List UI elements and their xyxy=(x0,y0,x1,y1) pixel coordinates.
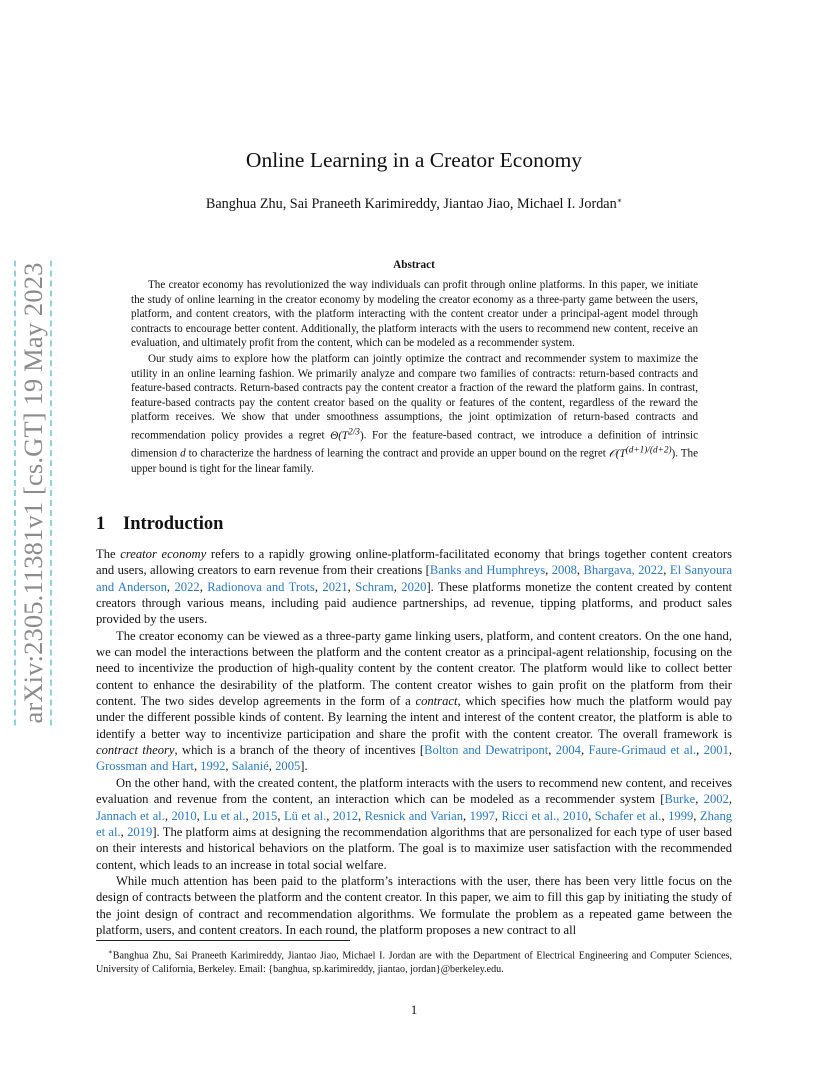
author-list xyxy=(96,191,732,214)
text: , xyxy=(225,759,232,774)
citation-link[interactable]: 2012 xyxy=(332,808,359,823)
text: , xyxy=(199,579,208,594)
citation-link[interactable]: Radionova and Trots xyxy=(207,579,315,594)
citation-link[interactable]: Faure-Grimaud et al. xyxy=(588,743,697,758)
citation-link[interactable]: Jannach et al. xyxy=(96,808,165,823)
citation-link[interactable]: Schafer et al. xyxy=(594,808,662,823)
text: , xyxy=(393,579,402,594)
text: , xyxy=(347,579,356,594)
citation-link[interactable]: Ricci et al., 2010 xyxy=(501,808,589,823)
citation-link[interactable]: 2005 xyxy=(275,759,301,774)
emphasis: contract xyxy=(415,694,458,709)
citation-link[interactable]: 2001 xyxy=(703,743,729,758)
text: , xyxy=(548,743,556,758)
math: ) xyxy=(359,429,364,442)
section-title: Introduction xyxy=(123,514,224,534)
text: , xyxy=(277,808,284,823)
abstract-paragraph-1: The creator economy has revolutionized the way individuals can profit through online platforms. In this paper, we initiate the study of online learning in the creator economy by modeling the creator economy as a three-party game between the users, platform, and content creators, with the platform interacting with the content creator under a principal-agent model through contracts to encourage better content. Additionally, the platform interacts with the users to recommend new content, receive an evaluation, and ultimately profit from the content, which can be modeled as a recommender system. xyxy=(131,279,698,350)
citation-link[interactable]: Lü et al. xyxy=(283,808,327,823)
citation-link[interactable]: Bhargava, 2022 xyxy=(583,563,664,578)
intro-paragraph-1 xyxy=(96,546,732,628)
citation-link[interactable]: Lu et al. xyxy=(203,808,246,823)
citation-link[interactable]: 2019 xyxy=(127,824,153,839)
text: , xyxy=(193,759,201,774)
text: , xyxy=(196,808,204,823)
text: , xyxy=(580,743,589,758)
text: ]. These platforms monetize the content created by content creators through various means, including paid audience partnerships, ad revenue, tipping platforms, and product sales provided by the users. xyxy=(96,579,733,627)
citation-link[interactable]: 2020 xyxy=(401,579,427,594)
text: The xyxy=(96,547,121,561)
abstract xyxy=(131,278,698,476)
text: , xyxy=(661,808,669,823)
page-number: 1 xyxy=(410,1003,418,1017)
author-footnote-mark: ∗ xyxy=(616,196,623,205)
footnote-mark: ∗ xyxy=(108,948,113,956)
text: The creator economy can be viewed as a three-party game linking users, platform, and content creators. On the one hand, we can model the interactions between the platform and the content creator as a principal-agent relationship, focusing on the need to incentivize the production of high-quality content by the content creator. The platform would like to collect better content to enhance the desirability of the platform. The content creator wishes to gain profit on the platform from their content. The two sides develop agreements in the form of a xyxy=(96,628,732,709)
text: , xyxy=(463,808,470,823)
citation-link[interactable]: 2010 xyxy=(171,808,197,823)
text: ]. xyxy=(300,759,308,774)
intro-paragraph-4: While much attention has been paid to the platform’s interactions with the user, there has been very little focus on the design of contracts between the platform and the content creator. In this paper, we aim to fill this gap by initiating the study of the joint design of contract and recommendation algorithms. We formulate the problem as a repeated game between the platform, users, and content creators. In each round, the platform proposes a new contract to all xyxy=(96,873,732,937)
text: On the other hand, with the created content, the platform interacts with the users to recommend new content, and receives evaluation and revenue from the content, an interaction which can be modeled as a recommender system [ xyxy=(96,775,732,807)
math: ) xyxy=(671,447,676,460)
citation-link[interactable]: Zhang et al. xyxy=(96,808,733,839)
text: , xyxy=(164,808,172,823)
section-heading-introduction xyxy=(96,512,223,536)
text: , xyxy=(120,824,128,839)
citation-link[interactable]: 1999 xyxy=(668,808,694,823)
regret-bound-return-based xyxy=(330,426,364,442)
text: , xyxy=(545,563,552,578)
citation-link[interactable]: 2021 xyxy=(322,579,348,594)
author-names: Banghua Zhu, Sai Praneeth Karimireddy, Jiantao Jiao, Michael I. Jordan xyxy=(205,196,617,212)
text: , xyxy=(245,808,253,823)
citation-link[interactable]: Salanié xyxy=(231,759,269,774)
footnote-rule xyxy=(96,940,350,941)
citation-link[interactable]: Bolton and Dewatripont xyxy=(424,743,549,758)
text: , xyxy=(696,743,704,758)
abstract-paragraph-2 xyxy=(131,352,698,476)
text: , xyxy=(693,808,700,823)
abstract-heading: Abstract xyxy=(393,259,435,271)
arxiv-stamp-text: arXiv:2305.11381v1 [cs.GT] 19 May 2023 xyxy=(14,260,52,725)
abstract-text: . The upper bound is tight for the linear family. xyxy=(131,447,698,475)
citation-link[interactable]: Banks and Humphreys xyxy=(429,563,546,578)
text: , xyxy=(326,808,333,823)
text: , xyxy=(728,792,733,807)
citation-link[interactable]: El Sanyoura and Anderson xyxy=(96,563,733,594)
math: 𝒪(T xyxy=(608,447,626,460)
text: , xyxy=(728,743,733,758)
intro-paragraph-3 xyxy=(96,775,732,873)
citation-link[interactable]: 1992 xyxy=(200,759,226,774)
text: , xyxy=(588,808,595,823)
citation-link[interactable]: 2008 xyxy=(551,563,577,578)
paper-title: Online Learning in a Creator Economy xyxy=(245,148,583,172)
text: , xyxy=(358,808,365,823)
math: Θ(T xyxy=(330,429,349,442)
text: , xyxy=(663,563,670,578)
abstract-text: to characterize the hardness of learning the contract and provide an upper bound on the regret xyxy=(185,447,609,460)
text: ]. The platform aims at designing the recommendation algorithms that are personalized for each type of user based on their interests and historical behaviors on the platform. The goal is to maximize user satisfaction with the recommended content, which leads to an increase in total social welfare. xyxy=(96,824,732,872)
text: , xyxy=(494,808,502,823)
citation-link[interactable]: Resnick and Varian xyxy=(364,808,464,823)
math-exponent: 2/3 xyxy=(348,426,360,437)
text: , which is a branch of the theory of incentives [ xyxy=(174,743,425,758)
text: , xyxy=(166,579,175,594)
regret-bound-feature-based xyxy=(608,445,676,460)
introduction-body xyxy=(96,546,732,938)
text: , xyxy=(268,759,276,774)
citation-link[interactable]: Burke xyxy=(664,792,696,807)
author-footnote xyxy=(96,946,732,976)
math-intrinsic-dimension: d xyxy=(180,447,186,460)
citation-link[interactable]: 2022 xyxy=(174,579,200,594)
arxiv-stamp xyxy=(16,248,50,738)
citation-link[interactable]: 2015 xyxy=(252,808,278,823)
text: , xyxy=(695,792,704,807)
emphasis: creator economy xyxy=(120,547,207,561)
text: , xyxy=(576,563,584,578)
section-number: 1 xyxy=(96,514,106,534)
text: , xyxy=(314,579,323,594)
citation-link[interactable]: Grossman and Hart xyxy=(96,759,194,774)
footnote-text: Banghua Zhu, Sai Praneeth Karimireddy, Jiantao Jiao, Michael I. Jordan are with the Department of Electrical Engineering and Computer Sciences, University of California, Berkeley. Email: {banghua, sp.karimireddy, jiantao, jordan}@berkeley.edu. xyxy=(96,950,732,975)
citation-link[interactable]: Schram xyxy=(355,579,394,594)
abstract-text: . For the feature-based contract, we introduce a definition of intrinsic dimension xyxy=(131,429,698,460)
citation-link[interactable]: 2002 xyxy=(703,792,729,807)
text: , which specifies how much the platform would pay under the different possible kinds of content. By learning the intent and interest of the content creator, the platform is able to identify a better way to incentivize participation and share the profit with the content creator. The overall framework is xyxy=(96,694,732,741)
citation-link[interactable]: 2004 xyxy=(555,743,581,758)
intro-paragraph-2 xyxy=(96,628,732,775)
emphasis: contract theory xyxy=(96,743,175,758)
text: refers to a rapidly growing online-platform-facilitated economy that brings together content creators and users, allowing creators to earn revenue from their creations [ xyxy=(96,547,733,578)
citation-link[interactable]: 1997 xyxy=(469,808,495,823)
abstract-text: Our study aims to explore how the platform can jointly optimize the contract and recommender system to maximize the utility in an online learning fashion. We primarily analyze and compare two families of contracts: return-based contracts and feature-based contracts. Return-based contracts pay the content creator a fraction of the reward the platform gains. In contrast, feature-based contracts pay the content creator based on the quality or features of the content, regardless of the reward the platform receives. We show that under smoothness assumptions, the joint optimization of return-based contracts and recommendation policy provides a regret xyxy=(131,352,698,442)
math-exponent: (d+1)/(d+2) xyxy=(625,445,672,456)
